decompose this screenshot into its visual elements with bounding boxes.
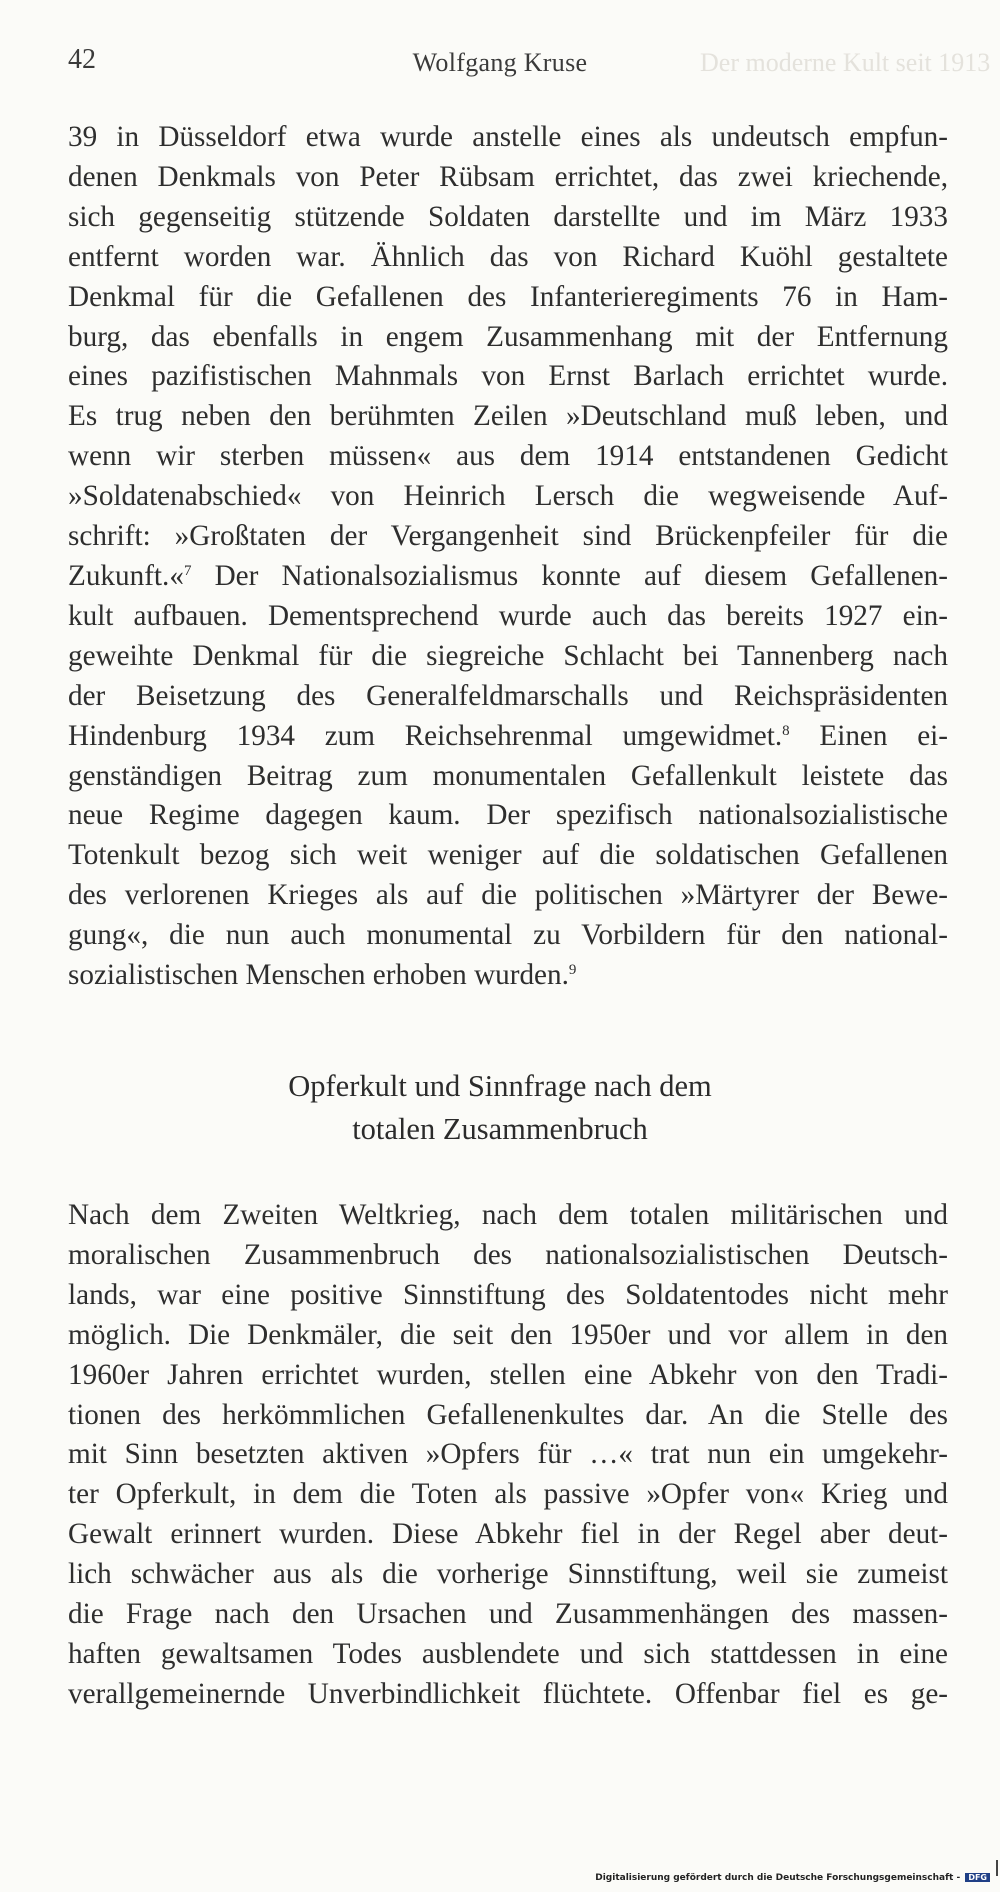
text-line: »Soldatenabschied« von Heinrich Lersch die wegweisende Auf- [68, 480, 948, 513]
text-line: Gewalt erinnert wurden. Diese Abkehr fiel in der Regel aber deut- [68, 1518, 948, 1551]
text-segment: Zukunft.« [68, 559, 184, 592]
text-line: wenn wir sterben müssen« aus dem 1914 entstandenen Gedicht [68, 440, 948, 473]
text-line: 1960er Jahren errichtet wurden, stellen eine Abkehr von den Tradi- [68, 1358, 948, 1391]
text-line: ter Opferkult, in dem die Toten als passive »Opfer von« Krieg und [68, 1478, 948, 1511]
text-line: die Frage nach den Ursachen und Zusammenhängen des massen- [68, 1598, 948, 1631]
text-segment: Der Nationalsozialismus konnte auf diesem Gefallenen- [191, 559, 948, 592]
section-heading [0, 1065, 1000, 1151]
text-line: eines pazifistischen Mahnmals von Ernst Barlach errichtet wurde. [68, 360, 948, 393]
funding-footer [595, 1873, 990, 1883]
text-line: entfernt worden war. Ähnlich das von Richard Kuöhl gestaltete [68, 240, 948, 273]
text-line: Nach dem Zweiten Weltkrieg, nach dem totalen militärischen und [68, 1199, 948, 1231]
dfg-logo: DFG [965, 1873, 990, 1882]
text-line: denen Denkmals von Peter Rübsam errichtet, das zwei kriechende, [68, 160, 948, 193]
text-line [68, 956, 948, 996]
funding-footer-text: Digitalisierung gefördert durch die Deutsche Forschungsgemeinschaft - [595, 1873, 961, 1883]
text-line: schrift: »Großtaten der Vergangenheit sind Brückenpfeiler für die [68, 520, 948, 553]
text-line: burg, das ebenfalls in engem Zusammenhang mit der Entfernung [68, 320, 948, 353]
text-line: lich schwächer aus als die vorherige Sinnstiftung, weil sie zumeist [68, 1558, 948, 1591]
bleed-through-heading: Der moderne Kult seit 1913 [700, 48, 991, 77]
text-line: moralischen Zusammenbruch des nationalsozialistischen Deutsch- [68, 1238, 948, 1271]
text-line: gung«, die nun auch monumental zu Vorbildern für den national- [68, 919, 948, 952]
footnote-marker: 8 [782, 722, 790, 739]
text-line: Es trug neben den berühmten Zeilen »Deutschland muß leben, und [68, 400, 948, 433]
scan-edge-mark [996, 1860, 998, 1876]
text-segment: sozialistischen Menschen erhoben wurden. [68, 959, 569, 992]
text-line: mit Sinn besetzten aktiven »Opfers für …« trat nun ein umgekehr- [68, 1438, 948, 1471]
text-segment: Einen ei- [789, 719, 948, 752]
text-line: des verlorenen Krieges als auf die politischen »Märtyrer der Bewe- [68, 879, 948, 912]
section-heading-line-2: totalen Zusammenbruch [352, 1112, 648, 1146]
text-line: haften gewaltsamen Todes ausblendete und sich stattdessen in eine [68, 1637, 948, 1670]
text-line: 39 in Düsseldorf etwa wurde anstelle eines als undeutsch empfun- [68, 121, 948, 153]
text-line [68, 557, 948, 597]
running-head-author: Wolfgang Kruse [412, 48, 588, 77]
text-line [68, 717, 948, 757]
text-line: verallgemeinernde Unverbindlichkeit flüchtete. Offenbar fiel es ge- [68, 1677, 948, 1710]
text-line: geweihte Denkmal für die siegreiche Schlacht bei Tannenberg nach [68, 639, 948, 672]
text-line: der Beisetzung des Generalfeldmarschalls und Reichspräsidenten [68, 679, 948, 712]
text-line: Denkmal für die Gefallenen des Infanterieregiments 76 in Ham- [68, 280, 948, 313]
footnote-marker: 7 [183, 562, 192, 579]
text-line: sich gegenseitig stützende Soldaten darstellte und im März 1933 [68, 200, 948, 233]
text-line: Totenkult bezog sich weit weniger auf die soldatischen Gefallenen [68, 839, 948, 872]
text-line: möglich. Die Denkmäler, die seit den 1950er und vor allem in den [68, 1318, 948, 1351]
section-heading-line-1: Opferkult und Sinnfrage nach dem [288, 1069, 712, 1103]
footnote-marker: 9 [568, 962, 577, 979]
text-line: neue Regime dagegen kaum. Der spezifisch nationalsozialistische [68, 799, 948, 832]
text-segment: Hindenburg 1934 zum Reichsehrenmal umgewidmet. [68, 719, 783, 752]
text-line: kult aufbauen. Dementsprechend wurde auch das bereits 1927 ein- [68, 599, 948, 632]
page-number: 42 [68, 44, 96, 75]
text-line: lands, war eine positive Sinnstiftung des Soldatentodes nicht mehr [68, 1278, 948, 1311]
body-paragraph-1 [68, 118, 948, 996]
body-paragraph-2 [68, 1196, 948, 1715]
text-line: tionen des herkömmlichen Gefallenenkultes dar. An die Stelle des [68, 1398, 948, 1431]
text-line: genständigen Beitrag zum monumentalen Gefallenkult leistete das [68, 759, 948, 792]
